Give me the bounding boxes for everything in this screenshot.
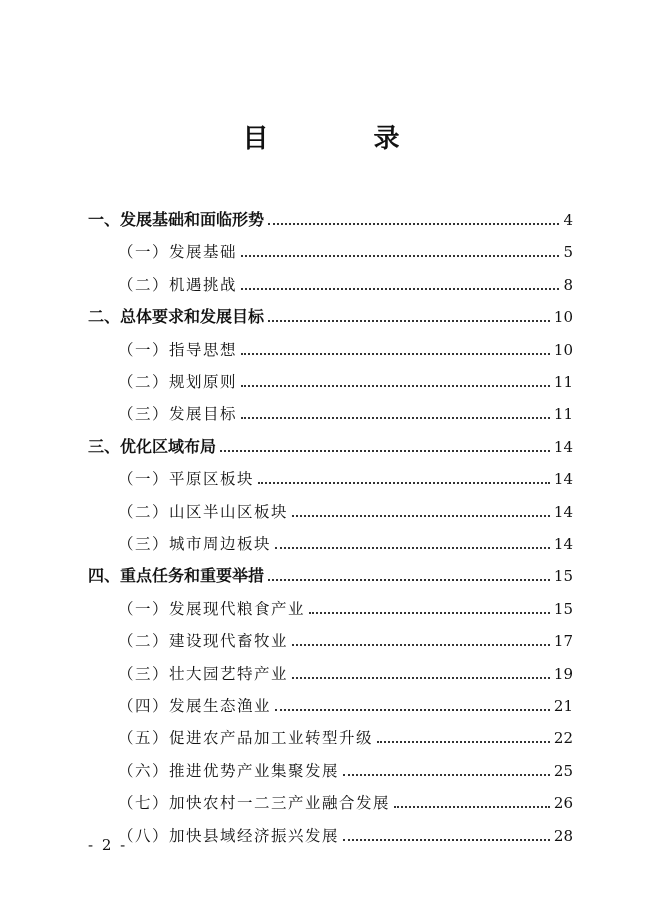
toc-dot-leader — [258, 482, 550, 484]
toc-dot-leader — [268, 320, 550, 322]
toc-entry-page: 14 — [553, 502, 573, 521]
toc-entry-title: （四）发展生态渔业 — [118, 697, 272, 715]
toc-section-entry[interactable] — [88, 295, 573, 327]
toc-entry-page: 22 — [553, 729, 573, 748]
toc-subsection-entry[interactable] — [118, 749, 573, 781]
toc-entry-page: 14 — [553, 535, 573, 553]
toc-entry-title: 二、总体要求和发展目标 — [88, 307, 265, 327]
toc-dot-leader — [292, 677, 550, 679]
toc-entry-title: （三）发展目标 — [118, 405, 238, 424]
toc-section-entry[interactable] — [88, 198, 573, 230]
page-title: 目 录 — [242, 124, 448, 154]
toc-subsection-entry[interactable] — [118, 522, 573, 554]
toc-entry-page: 15 — [553, 567, 573, 586]
toc-subsection-entry[interactable] — [118, 619, 573, 651]
toc-dot-leader — [241, 417, 550, 419]
toc-entry-title: （七）加快农村一二三产业融合发展 — [118, 794, 391, 813]
toc-subsection-entry[interactable] — [118, 716, 573, 748]
toc-subsection-entry[interactable] — [118, 814, 573, 846]
toc-subsection-entry[interactable] — [118, 490, 573, 522]
toc-entry-title: （三）壮大园艺特产业 — [118, 664, 289, 683]
toc-entry-page: 25 — [553, 761, 573, 780]
toc-dot-leader — [292, 515, 550, 517]
toc-dot-leader — [275, 547, 550, 549]
toc-entry-title: （五）促进农产品加工业转型升级 — [118, 729, 374, 748]
toc-dot-leader — [241, 353, 550, 355]
toc-subsection-entry[interactable] — [118, 392, 573, 424]
toc-dot-leader — [343, 774, 550, 776]
toc-entry-title: （一）发展基础 — [118, 243, 238, 262]
toc-entry-page: 26 — [553, 794, 573, 813]
toc-section-entry[interactable] — [88, 554, 573, 586]
toc-entry-page: 17 — [553, 632, 573, 651]
toc-dot-leader — [309, 612, 550, 614]
toc-entry-page: 5 — [563, 243, 573, 262]
toc-subsection-entry[interactable] — [118, 781, 573, 813]
toc-entry-page: 14 — [553, 470, 573, 489]
toc-dot-leader — [394, 806, 550, 808]
toc-subsection-entry[interactable] — [118, 263, 573, 295]
toc-entry-title: （二）规划原则 — [118, 373, 238, 391]
toc-subsection-entry[interactable] — [118, 587, 573, 619]
toc-entry-page: 10 — [553, 308, 573, 327]
toc-entry-page: 28 — [553, 826, 573, 845]
toc-dot-leader — [241, 288, 559, 290]
toc-entry-title: （二）建设现代畜牧业 — [118, 632, 289, 651]
toc-subsection-entry[interactable] — [118, 360, 573, 392]
toc-dot-leader — [292, 644, 550, 646]
toc-dot-leader — [377, 741, 550, 743]
toc-entry-title: （一）发展现代粮食产业 — [118, 599, 306, 618]
toc-entry-title: （一）指导思想 — [118, 340, 238, 359]
toc-entry-title: （三）城市周边板块 — [118, 535, 272, 553]
toc-dot-leader — [268, 579, 550, 581]
toc-entry-title: 三、优化区域布局 — [88, 436, 217, 456]
toc-entry-title: 四、重点任务和重要举措 — [88, 566, 265, 586]
toc-entry-page: 21 — [553, 697, 573, 715]
toc-entry-page: 19 — [553, 664, 573, 683]
toc-entry-title: （六）推进优势产业集聚发展 — [118, 761, 340, 780]
toc-subsection-entry[interactable] — [118, 457, 573, 489]
toc-subsection-entry[interactable] — [118, 652, 573, 684]
toc-entry-page: 10 — [553, 340, 573, 359]
toc-entry-page: 14 — [553, 437, 573, 456]
toc-entry-title: （二）山区半山区板块 — [118, 502, 289, 521]
toc-entry-title: （一）平原区板块 — [118, 470, 255, 489]
page-number: - 2 - — [88, 836, 128, 854]
toc-dot-leader — [343, 839, 550, 841]
toc-entry-title: （二）机遇挑战 — [118, 275, 238, 294]
toc-dot-leader — [275, 709, 550, 711]
toc-subsection-entry[interactable] — [118, 230, 573, 262]
toc-entry-title: （八）加快县域经济振兴发展 — [118, 826, 340, 845]
toc-section-entry[interactable] — [88, 425, 573, 457]
toc-entry-page: 11 — [553, 405, 573, 424]
toc-entry-page: 8 — [563, 275, 573, 294]
toc-subsection-entry[interactable] — [118, 328, 573, 360]
toc-entry-page: 11 — [553, 373, 573, 391]
toc-dot-leader — [241, 255, 559, 257]
toc-dot-leader — [220, 450, 550, 452]
toc-dot-leader — [268, 223, 559, 225]
toc-dot-leader — [241, 385, 550, 387]
toc-subsection-entry[interactable] — [118, 684, 573, 716]
toc-entry-title: 一、发展基础和面临形势 — [88, 210, 265, 229]
toc-entry-page: 4 — [563, 211, 573, 229]
toc-entry-page: 15 — [553, 599, 573, 618]
